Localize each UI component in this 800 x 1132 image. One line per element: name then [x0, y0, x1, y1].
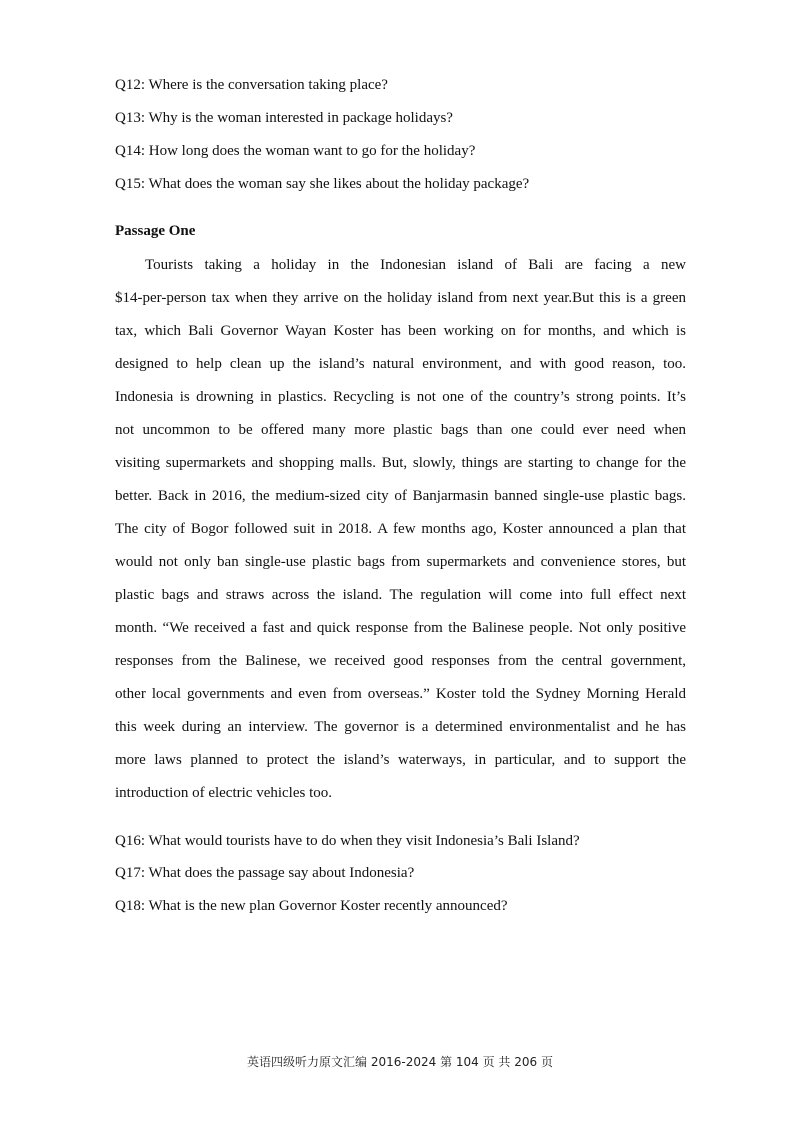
- passage-line: other local governments and even from overseas.” Koster told the Sydney Morning Herald: [115, 686, 686, 702]
- passage-line: introduction of electric vehicles too.: [115, 785, 333, 801]
- passage-line: tax, which Bali Governor Wayan Koster has been working on for months, and which is: [115, 323, 686, 339]
- passage-line: The city of Bogor followed suit in 2018. A few months ago, Koster announced a plan that: [115, 521, 686, 537]
- question-q18: Q18: What is the new plan Governor Koster recently announced?: [115, 898, 508, 914]
- passage-line: plastic bags and straws across the island. The regulation will come into full effect next: [115, 587, 686, 603]
- passage-line: responses from the Balinese, we received good responses from the central government,: [115, 653, 686, 669]
- question-q15: Q15: What does the woman say she likes about the holiday package?: [115, 176, 530, 192]
- passage-line: this week during an interview. The governor is a determined environmentalist and he has: [115, 719, 686, 735]
- question-q12: Q12: Where is the conversation taking place?: [115, 77, 388, 93]
- question-q16: Q16: What would tourists have to do when they visit Indonesia’s Bali Island?: [115, 833, 580, 849]
- passage-line: visiting supermarkets and shopping malls. But, slowly, things are starting to change for the: [115, 455, 686, 471]
- passage-line: $14-per-person tax when they arrive on the holiday island from next year.But this is a green: [115, 290, 686, 306]
- passage-heading: Passage One: [115, 223, 196, 239]
- question-q17: Q17: What does the passage say about Indonesia?: [115, 865, 415, 881]
- passage-line: month. “We received a fast and quick response from the Balinese people. Not only positive: [115, 620, 686, 636]
- passage-line: more laws planned to protect the island’s waterways, in particular, and to support the: [115, 752, 686, 768]
- passage-line: not uncommon to be offered many more plastic bags than one could ever need when: [115, 422, 686, 438]
- passage-line: Indonesia is drowning in plastics. Recycling is not one of the country’s strong points. It’s: [115, 389, 686, 405]
- passage-line: would not only ban single-use plastic bags from supermarkets and convenience stores, but: [115, 554, 686, 570]
- passage-line: better. Back in 2016, the medium-sized city of Banjarmasin banned single-use plastic bags.: [115, 488, 686, 504]
- question-q14: Q14: How long does the woman want to go for the holiday?: [115, 143, 476, 159]
- page-footer: 英语四级听力原文汇编 2016-2024 第 104 页 共 206 页: [247, 1055, 553, 1069]
- passage-line: designed to help clean up the island’s natural environment, and with good reason, too.: [115, 356, 686, 372]
- passage-line: Tourists taking a holiday in the Indonesian island of Bali are facing a new: [145, 257, 686, 273]
- question-q13: Q13: Why is the woman interested in package holidays?: [115, 110, 453, 126]
